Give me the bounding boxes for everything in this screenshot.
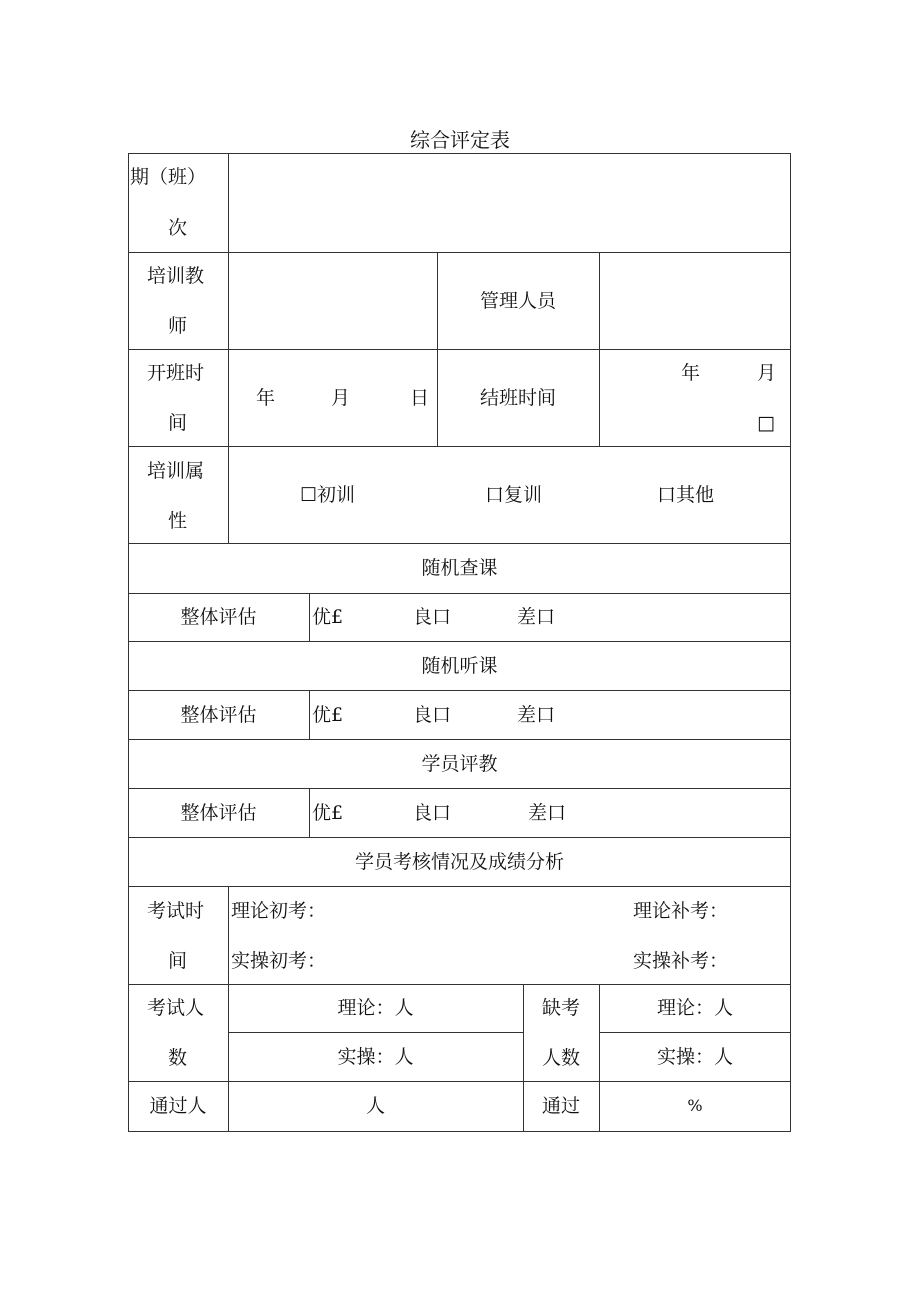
row-divider (128, 543, 791, 544)
student-eval-fair[interactable]: 良口 (413, 802, 452, 824)
row-divider (128, 837, 791, 838)
exam-analysis-header: 学员考核情况及成绩分析 (354, 851, 564, 873)
absent-theory-count[interactable]: 理论：人 (656, 997, 733, 1019)
start-month[interactable]: 月 (331, 387, 351, 409)
start-year[interactable]: 年 (256, 387, 276, 409)
row-divider (228, 1032, 523, 1033)
exam-count-label-line2: 数 (168, 1047, 188, 1069)
col-divider (309, 788, 310, 837)
col-divider (309, 593, 310, 641)
attribute-label-line1: 培训属 (147, 460, 205, 482)
random-listen-header: 随机听课 (421, 655, 498, 677)
absent-label-line2: 人数 (541, 1047, 580, 1069)
theory-count[interactable]: 理论：人 (337, 997, 414, 1019)
random-check-good[interactable]: 优£ (312, 606, 344, 628)
theory-first-exam[interactable]: 理论初考： (231, 900, 327, 922)
end-month[interactable]: 月 (757, 362, 777, 384)
absent-label-line1: 缺考 (541, 997, 580, 1019)
period-label-line1: 期（班） (130, 166, 207, 188)
form-title: 综合评定表 (410, 128, 510, 152)
start-day[interactable]: 日 (410, 387, 430, 409)
row-divider (128, 788, 791, 789)
start-label-line1: 开班时 (147, 362, 205, 384)
random-check-header: 随机查课 (421, 557, 498, 579)
student-eval-eval-label: 整体评估 (180, 802, 257, 824)
row-divider (599, 1032, 791, 1033)
pass-count-label: 通过人 (149, 1095, 207, 1117)
absent-practice-count[interactable]: 实操：人 (656, 1046, 733, 1068)
col-divider (309, 690, 310, 739)
random-listen-eval-label: 整体评估 (180, 704, 257, 726)
student-eval-poor[interactable]: 差口 (528, 802, 567, 824)
exam-count-label-line1: 考试人 (147, 997, 205, 1019)
random-check-eval-label: 整体评估 (180, 606, 257, 628)
manager-input[interactable] (600, 253, 790, 349)
row-divider (128, 593, 791, 594)
pass-rate-label: 通过 (541, 1095, 580, 1117)
teacher-label-line1: 培训教 (147, 265, 205, 287)
period-input[interactable] (229, 154, 790, 252)
col-divider (437, 252, 438, 446)
random-check-poor[interactable]: 差口 (517, 606, 556, 628)
theory-makeup-exam[interactable]: 理论补考： (633, 900, 729, 922)
random-listen-fair[interactable]: 良口 (413, 704, 452, 726)
student-eval-good[interactable]: 优£ (312, 802, 344, 824)
student-eval-header: 学员评教 (421, 753, 498, 775)
pass-count-value[interactable]: 人 (365, 1095, 385, 1117)
period-label-line2: 次 (168, 217, 188, 239)
teacher-label-line2: 师 (168, 315, 188, 337)
row-divider (128, 641, 791, 642)
random-listen-good[interactable]: 优£ (312, 704, 344, 726)
pass-rate-value[interactable]: % (687, 1096, 703, 1115)
option-initial-training[interactable]: ☐初训 (300, 484, 356, 506)
end-day-box[interactable]: □ (757, 412, 775, 434)
row-divider (128, 739, 791, 740)
option-repeat-training[interactable]: 口复训 (485, 484, 543, 506)
start-label-line2: 间 (168, 412, 188, 434)
practice-makeup-exam[interactable]: 实操补考： (633, 950, 729, 972)
exam-time-label-line2: 间 (168, 950, 188, 972)
row-divider (128, 690, 791, 691)
end-year[interactable]: 年 (681, 362, 701, 384)
option-other[interactable]: 口其他 (657, 484, 715, 506)
practice-first-exam[interactable]: 实操初考： (231, 950, 327, 972)
random-check-fair[interactable]: 良口 (413, 606, 452, 628)
manager-label: 管理人员 (479, 290, 556, 312)
practice-count[interactable]: 实操：人 (337, 1046, 414, 1068)
exam-time-label-line1: 考试时 (147, 900, 205, 922)
end-label: 结班时间 (479, 387, 556, 409)
teacher-input[interactable] (229, 253, 437, 349)
attribute-label-line2: 性 (168, 510, 188, 532)
random-listen-poor[interactable]: 差口 (517, 704, 556, 726)
